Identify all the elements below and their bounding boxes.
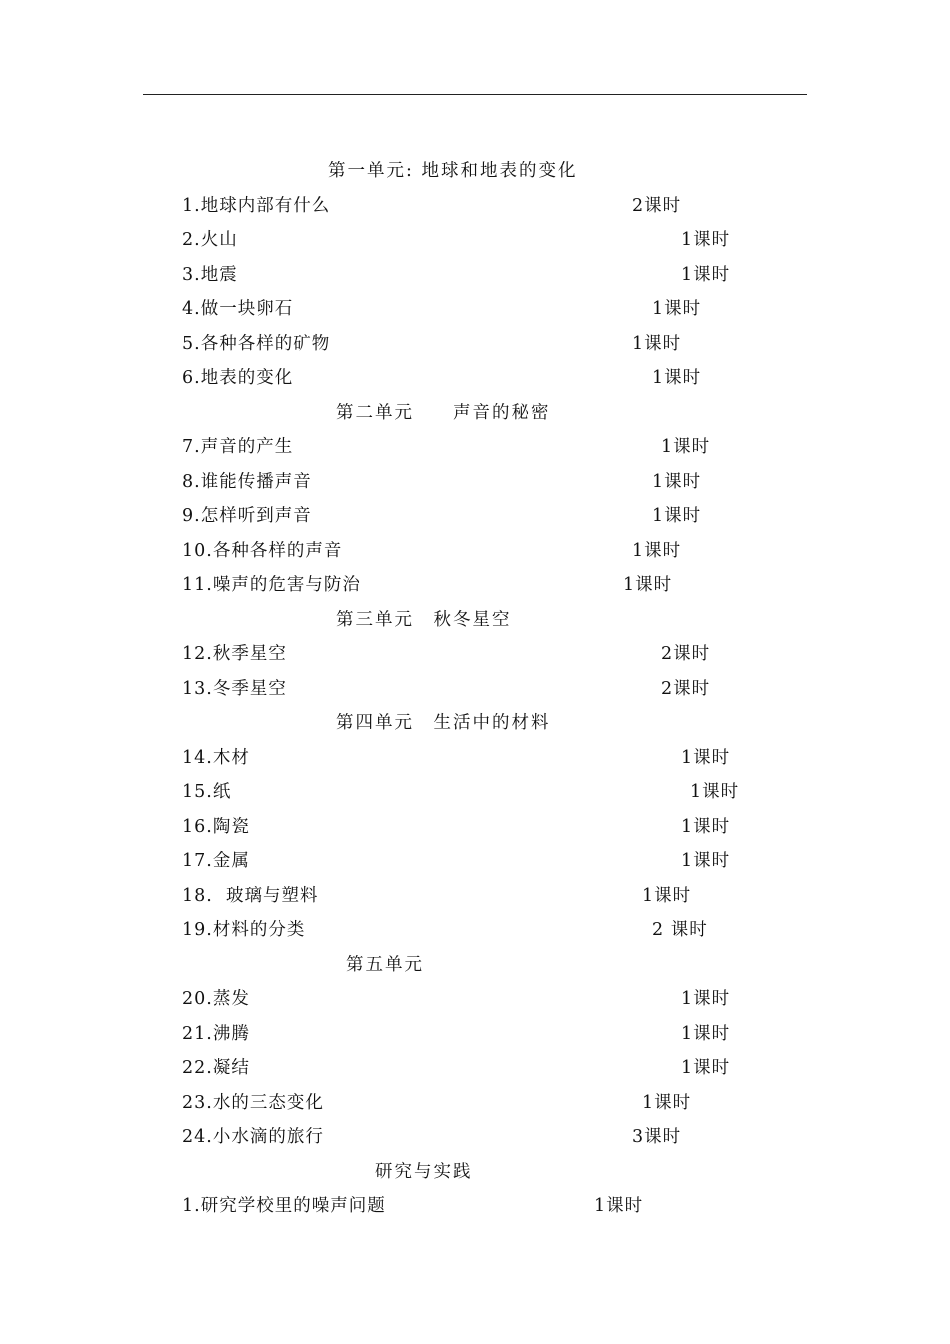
lesson-title: 12.秋季星空 <box>182 644 287 664</box>
lesson-hours: 1课时 <box>632 334 682 354</box>
lesson-title: 3.地震 <box>182 265 238 285</box>
lesson-title: 21.沸腾 <box>182 1024 250 1044</box>
lesson-hours: 1课时 <box>652 472 702 492</box>
lesson-title: 22.凝结 <box>182 1058 250 1078</box>
section-heading: 第四单元 生活中的材料 <box>336 713 551 733</box>
section-heading: 研究与实践 <box>375 1162 473 1182</box>
lesson-hours: 2课时 <box>632 196 682 216</box>
lesson-hours: 2 课时 <box>652 920 708 940</box>
lesson-title: 9.怎样听到声音 <box>182 506 312 526</box>
lesson-title: 19.材料的分类 <box>182 920 306 940</box>
lesson-hours: 1课时 <box>681 1058 731 1078</box>
lesson-title: 18. 玻璃与塑料 <box>182 886 319 906</box>
lesson-hours: 1课时 <box>681 265 731 285</box>
lesson-hours: 1课时 <box>594 1196 644 1216</box>
lesson-hours: 3课时 <box>632 1127 682 1147</box>
lesson-title: 11.噪声的危害与防治 <box>182 575 361 595</box>
header-rule <box>143 94 807 95</box>
lesson-title: 1.地球内部有什么 <box>182 196 331 216</box>
section-heading: 第三单元 秋冬星空 <box>336 610 512 630</box>
lesson-title: 10.各种各样的声音 <box>182 541 343 561</box>
lesson-title: 17.金属 <box>182 851 250 871</box>
lesson-title: 4.做一块卵石 <box>182 299 294 319</box>
lesson-hours: 1课时 <box>642 886 692 906</box>
lesson-title: 14.木材 <box>182 748 250 768</box>
lesson-title: 20.蒸发 <box>182 989 250 1009</box>
lesson-title: 13.冬季星空 <box>182 679 287 699</box>
lesson-title: 24.小水滴的旅行 <box>182 1127 324 1147</box>
lesson-hours: 1课时 <box>681 1024 731 1044</box>
lesson-title: 2.火山 <box>182 230 238 250</box>
lesson-title: 16.陶瓷 <box>182 817 250 837</box>
lesson-title: 23.水的三态变化 <box>182 1093 324 1113</box>
lesson-title: 1.研究学校里的噪声问题 <box>182 1196 386 1216</box>
lesson-hours: 1课时 <box>661 437 711 457</box>
lesson-hours: 1课时 <box>623 575 673 595</box>
section-heading: 第五单元 <box>346 955 424 975</box>
lesson-hours: 1课时 <box>681 817 731 837</box>
lesson-hours: 1课时 <box>652 506 702 526</box>
lesson-title: 5.各种各样的矿物 <box>182 334 331 354</box>
lesson-title: 15.纸 <box>182 782 232 802</box>
lesson-hours: 2课时 <box>661 679 711 699</box>
lesson-hours: 1课时 <box>681 851 731 871</box>
lesson-title: 6.地表的变化 <box>182 368 294 388</box>
lesson-hours: 1课时 <box>690 782 740 802</box>
section-heading: 第二单元 声音的秘密 <box>336 403 551 423</box>
section-heading: 第一单元: 地球和地表的变化 <box>328 161 578 181</box>
lesson-title: 8.谁能传播声音 <box>182 472 312 492</box>
lesson-hours: 1课时 <box>681 230 731 250</box>
lesson-hours: 1课时 <box>681 989 731 1009</box>
lesson-title: 7.声音的产生 <box>182 437 294 457</box>
lesson-hours: 1课时 <box>681 748 731 768</box>
lesson-hours: 2课时 <box>661 644 711 664</box>
lesson-hours: 1课时 <box>642 1093 692 1113</box>
lesson-hours: 1课时 <box>632 541 682 561</box>
lesson-hours: 1课时 <box>652 299 702 319</box>
lesson-hours: 1课时 <box>652 368 702 388</box>
